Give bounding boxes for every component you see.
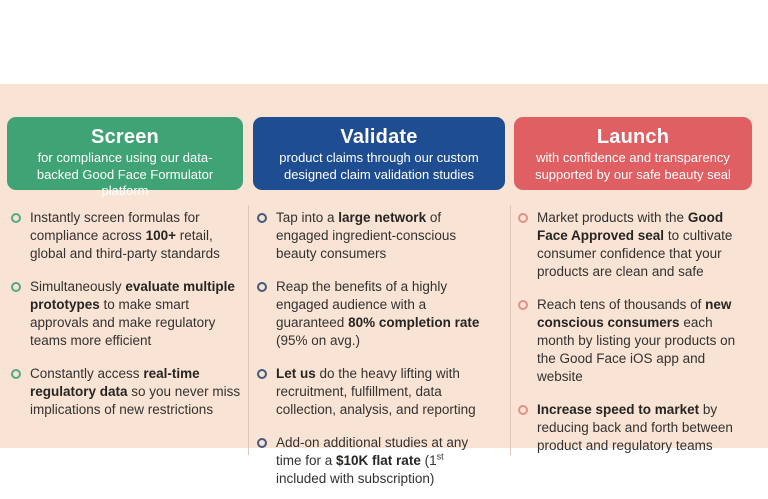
bullet-text: Reach tens of thousands of new conscious consumers each month by listing your products on the Good Face iOS app and website (537, 297, 736, 384)
header-card-launch (514, 117, 752, 190)
bullet-item (255, 434, 505, 488)
bullet-text: Add-on additional studies at any time for a $10K flat rate (1st included with subscription) (276, 435, 469, 486)
bullet-text: Increase speed to market by reducing back and forth between product and regulatory teams (537, 402, 733, 453)
bullet-text: Constantly access real-time regulatory data so you never miss implications of new restrictions (30, 366, 241, 417)
ring-bullet-icon (257, 282, 267, 292)
column-launch (514, 117, 752, 470)
bullet-item (255, 278, 505, 350)
card-title: Screen (91, 126, 159, 148)
bullet-text: Reap the benefits of a highly engaged audience with a guaranteed 80% completion rate (95% on avg.) (276, 279, 480, 348)
ring-bullet-icon (518, 300, 528, 310)
column-validate (253, 117, 505, 499)
bullet-text: Let us do the heavy lifting with recruitment, fulfillment, data collection, analysis, and reporting (276, 366, 476, 417)
card-title: Launch (596, 126, 670, 148)
card-subtitle: with confidence and transparency supported by our safe beauty seal (535, 150, 731, 182)
column-divider (248, 205, 249, 455)
bullet-text: Tap into a large network of engaged ingredient-conscious beauty consumers (276, 210, 457, 261)
bullet-item (516, 401, 752, 455)
ring-bullet-icon (11, 282, 21, 292)
ring-bullet-icon (257, 369, 267, 379)
ring-bullet-icon (11, 213, 21, 223)
bullet-item (516, 296, 752, 386)
bullet-text: Market products with the Good Face Approved seal to cultivate consumer confidence that your products are clean and safe (537, 210, 733, 279)
bullet-text: Instantly screen formulas for compliance across 100+ retail, global and third-party standards (30, 210, 220, 261)
card-title: Validate (340, 126, 418, 148)
ring-bullet-icon (257, 213, 267, 223)
bullet-item (9, 278, 243, 350)
card-subtitle: product claims through our custom designed claim validation studies (279, 150, 479, 182)
bullet-text: Simultaneously evaluate multiple prototypes to make smart approvals and make regulatory teams more efficient (30, 279, 235, 348)
card-subtitle: for compliance using our data-backed Good Face Formulator platform (36, 150, 214, 198)
header-card-validate (253, 117, 505, 190)
bullet-item (255, 365, 505, 419)
bullet-list-screen (7, 209, 243, 419)
bullet-list-validate (253, 209, 505, 488)
bullet-list-launch (514, 209, 752, 455)
bullet-item (255, 209, 505, 263)
ring-bullet-icon (11, 369, 21, 379)
bullet-item (9, 209, 243, 263)
ring-bullet-icon (257, 438, 267, 448)
ring-bullet-icon (518, 213, 528, 223)
bullet-item (516, 209, 752, 281)
column-screen (7, 117, 243, 434)
header-card-screen (7, 117, 243, 198)
ring-bullet-icon (518, 405, 528, 415)
column-divider (510, 205, 511, 455)
bullet-item (9, 365, 243, 419)
